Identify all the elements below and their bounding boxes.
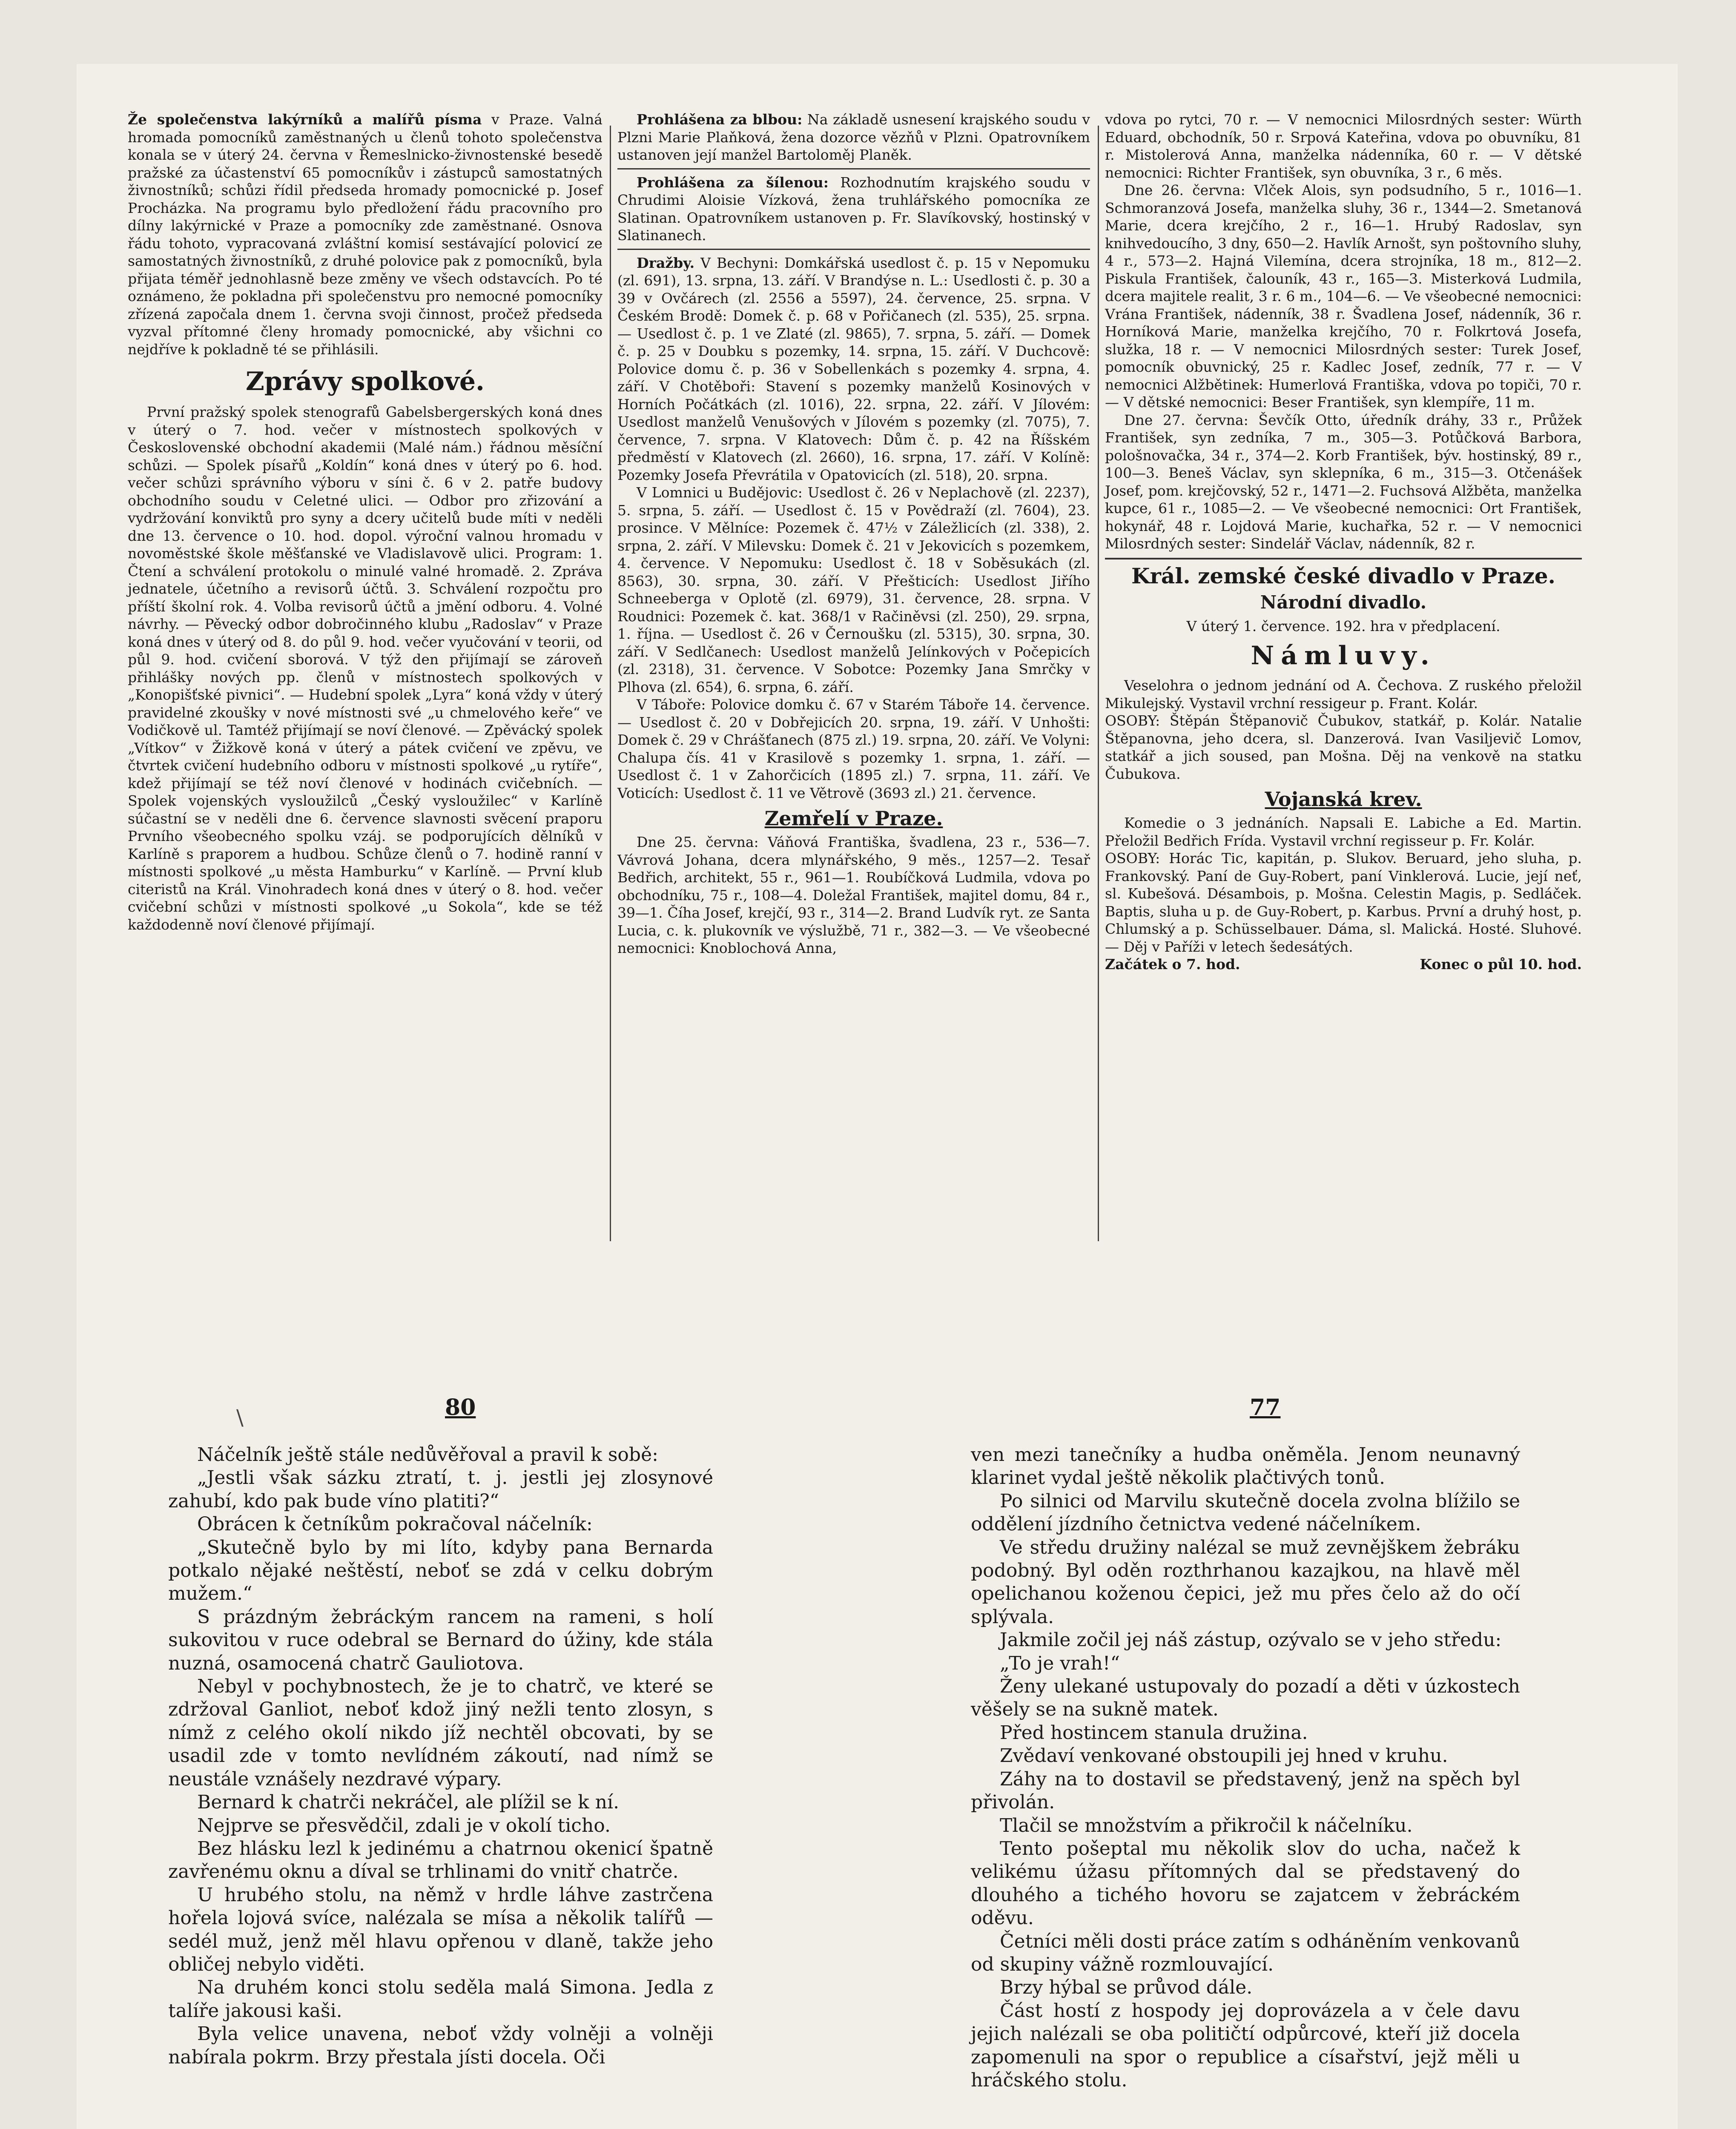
book-paragraph: Zvědaví venkované obstoupili jej hned v kruhu. [1000, 1745, 1448, 1767]
column-divider-1 [610, 126, 611, 1241]
book-paragraph: Po silnici od Marvilu skutečně docela zvolna blížilo se oddělení jízdního četnictva vedené náčelníkem. [971, 1490, 1520, 1535]
book-paragraph: S prázdným žebráckým rancem na rameni, s holí sukovitou v ruce odebral se Bernard do úžiny, kde stála nuzná, osamocená chatrč Gauliotova. [168, 1606, 713, 1674]
book-paragraph: Byla velice unavena, neboť vždy volněji a volněji nabírala pokrm. Brzy přestala jísti docela. Oči [168, 2023, 713, 2068]
notice-paragraph [617, 174, 1090, 244]
book-paragraph: Ženy ulekané ustupovaly do pozadí a děti v úzkostech věšely se na sukně matek. [971, 1676, 1520, 1721]
news-column-2 [617, 111, 1090, 957]
theatre-date: V úterý 1. července. 192. hra v předplacení. [1186, 617, 1501, 634]
book-paragraph: Náčelník ještě stále nedůvěřoval a pravil k sobě: [197, 1444, 658, 1466]
book-paragraph: „Jestli však sázku ztratí, t. j. jestli jej zlosynové zahubí, kdo pak bude víno platiti?“ [168, 1467, 713, 1512]
book-paragraph: Tlačil se množstvím a přikročil k náčelníku. [1000, 1814, 1413, 1836]
scan-mark: \ [236, 1405, 244, 1430]
auction-paragraph [617, 484, 1090, 696]
book-right-page-number: 77 [1250, 1394, 1281, 1420]
theatre-subheading: Národní divadlo. [1260, 591, 1427, 613]
club-news-text: První pražský spolek stenografů Gabelsbergerských koná dnes v úterý o 7. hod. večer v místnostech spolkových v Československé obchodní akademii (Malé nám.) řádnou měsíční schůzi. — Spolek písařů „Koldín“ koná dnes v úterý po 6. hod. večer schůzi správního výboru v síni č. 6 v 2. patře budovy obchodního soudu v Celetné ulici. — Odbor pro zřizování a vydržování konviktů pro syny a dcery učitelů bude míti v neděli dne 13. července o 10. hod. dopol. výroční valnou hromadu v novoměstské škole měšťanské ve Vladislavově ulici. Program: 1. Čtení a schválení protokolu o minulé valné hromadě. 2. Zpráva jednatele, účetního a revisorů účtů. 3. Schválení rozpočtu pro příští školní rok. 4. Volba revisorů účtů a jmění odboru. 4. Volné návrhy. — Pěvecký odbor dobročinného klubu „Radoslav“ v Praze koná dnes v úterý od 8. do půl 9. hod. večer vyučování v teorii, od půl 9. hod. cvičení sborová. V týž den přijímají se zároveň přihlášky nových pp. členů v místnostech spolkových v „Konopišťské pivnici“. — Hudební spolek „Lyra“ koná vždy v úterý pravidelné zkoušky v nové místnosti své „u chmelového keře“ ve Vodičkově ul. Tamtéž přijímají se noví členové. — Zpěvácký spolek „Vítkov“ v Žižkově koná v úterý a pátek cvičení ve zpěvu, ve čtvrtek cvičení hudebního odboru v místnosti spolkové „u rytíře“, kdež přijímají se též noví členové v hodinách cvičebních. — Spolek vojenských vysloužilců „Český vysloužilec“ v Karlíně súčastní se v neděli dne 6. července slavnosti svěcení praporu Prvního všeobecného spolku vzáj. se podporujících dělníků v Karlíně s praporem a hudbou. Schůze členů o 7. hodině ranní v místnosti spolkové „u města Hamburku“ v Karlíně. — První klub citeristů na Král. Vinohradech koná dnes v úterý o 8. hod. večer cvičební schůzi v místnosti spolkové „u Sokola“, kde se též každodenně noví členové přijímají. [128, 404, 603, 933]
play-1-description: Veselohra o jednom jednání od A. Čechova. Z ruského přeložil Mikulejský. Vystavil vrchní ressigeur p. Frant. Kolár. [1105, 677, 1582, 712]
lead-article [128, 111, 603, 358]
column-divider-2 [1098, 126, 1099, 1241]
deaths-june-26: Dne 26. června: Vlček Alois, syn podsudního, 5 r., 1016—1. Schmoranzová Josefa, manželka sluhy, 36 r., 1344—2. Smetanová Marie, dcera krejčího, 2 r., 16—1. Hrubý Radoslav, syn knihvedoucího, 3 dny, 650—2. Havlík Arnošt, syn poštovního sluhy, 4 r., 573—2. Hajná Vilemína, dcera strojníka, 18 m., 812—2. Piskula František, čalouník, 43 r., 165—3. Misterková Ludmila, dcera majitele realit, 3 r. 6 m., 104—6. — Ve všeobecné nemocnici: Vrána František, nádenník, 38 r. Švadlena Josef, nádenník, 36 r. Horníková Marie, manželka krejčího, 70 r. Folkrtová Josefa, služka, 18 r. — V nemocnici Milosrdných sester: Turek Josef, pomocník obuvnický, 25 r. Kadlec Josef, zedník, 77 r. — V nemocnici Alžbětinek: Humerlová Františka, vdova po topiči, 70 r. — V dětské nemocnici: Beser František, syn klempíře, 11 m. [1105, 182, 1582, 410]
book-paragraph: Tento pošeptal mu několik slov do ucha, načež k velikému úžasu přítomných dal se představený do dlouhého a tichého hovoru se zajatcem v žebráckém oděvu. [971, 1837, 1520, 1929]
book-paragraph: Brzy hýbal se průvod dále. [1000, 1977, 1253, 1999]
book-paragraph: Bez hlásku lezl k jedinému a chatrnou okenicí špatně zavřenému oknu a díval se trhlinami do vnitř chatrče. [168, 1837, 713, 1883]
notice-text: Na základě usnesení krajského soudu v Plzni Marie Plaňková, žena dozorce vězňů v Plzni. Opatrovníkem ustanoven její manžel Bartoloměj Planěk. [617, 111, 1090, 163]
auction-text: V Bechyni: Domkářská usedlost č. p. 15 v Nepomuku (zl. 691), 13. srpna, 13. září. V Brandýse n. L.: Usedlosti č. p. 30 a 39 v Ovčárech (zl. 2556 a 5597), 24. července, 25. srpna. V Českém Brodě: Domek č. p. 68 v Pořičanech (zl. 535), 25. srpna. — Usedlost č. p. 1 ve Zlaté (zl. 9865), 7. srpna, 5. září. — Domek č. p. 25 v Doubku s pozemky, 14. srpna, 15. září. V Duchcově: Polovice domu č. p. 36 v Sobellenkách s pozemky 4. srpna, 4. září. V Chotěboři: Stavení s pozemky manželů Kosinových v Horních Počátkách (zl. 1016), 22. srpna, 22. září. V Jílovém: Usedlost manželů Venušových v Jílovém s pozemky (zl. 7075), 7. července, 7. srpna. V Klatovech: Dům č. p. 42 na Říšském předměstí v Klatovech (zl. 2660), 16. srpna, 17. září. V Kolíně: Pozemky Josefa Převrátila v Opatovicích (zl. 518), 20. srpna. [617, 254, 1090, 483]
book-paragraph: Před hostincem stanula družina. [1000, 1722, 1308, 1744]
book-paragraph: Četníci měli dosti práce zatím s odháněním venkovanů od skupiny vážně rozmlouvající. [971, 1930, 1520, 1975]
theatre-top-rule [1105, 558, 1582, 560]
auction-heading: Dražby. [637, 254, 695, 271]
deaths-text: Dne 25. června: Váňová Františka, švadlena, 23 r., 536—7. Vávrová Johana, dcera mlynářského, 9 měs., 1257—2. Tesař Bedřich, architekt, 55 r., 961—1. Roubíčková Ludmila, vdova po obchodníku, 75 r., 108—4. Doležal František, majitel domu, 84 r., 39—1. Číha Josef, krejčí, 93 r., 314—2. Brand Ludvík ryt. ze Santa Lucia, c. k. plukovník ve výslužbě, 71 r., 382—3. — Ve všeobecné nemocnici: Knoblochová Anna, [617, 834, 1090, 956]
news-column-1 [128, 111, 603, 933]
book-paragraph: Nejprve se přesvědčil, zdali je v okolí ticho. [197, 1814, 611, 1836]
notice-text: Rozhodnutím krajského soudu v Chrudimi Aloisie Vízková, žena truhlářského pomocníka ze Slatinan. Opatrovníkem ustanoven p. Fr. Slavíkovský, hostinský v Slatinanech. [617, 174, 1090, 244]
book-paragraph: Obrácen k četníkům pokračoval náčelník: [197, 1513, 593, 1535]
book-paragraph: ven mezi tanečníky a hudba oněměla. Jenom neunavný klarinet vydal ještě několik plačtivých tonů. [971, 1444, 1520, 1489]
theatre-heading: Král. zemské české divadlo v Praze. [1131, 563, 1555, 588]
auction-paragraph [617, 254, 1090, 484]
play-2-cast: OSOBY: Horác Tic, kapitán, p. Slukov. Beruard, jeho sluha, p. Frankovský. Paní de Guy-Robert, paní Vinklerová. Lucie, její neť, sl. Kubešová. Désambois, p. Mošna. Celestin Magis, p. Sedláček. Baptis, sluha u p. de Guy-Robert, p. Karbus. První a druhý host, p. Chlumský a p. Schüsselbauer. Dáma, sl. Malická. Hosté. Sluhové. — Děj v Paříži v letech šedesátých. [1105, 850, 1582, 955]
book-paragraph: „To je vrah!“ [1000, 1652, 1120, 1674]
book-paragraph: Na druhém konci stolu seděla malá Simona. Jedla z talíře jakousi kaši. [168, 1977, 713, 2022]
auction-text: V Táboře: Polovice domku č. 67 v Starém Táboře 14. července. — Usedlost č. 20 v Dobřejicích 20. srpna, 19. září. V Unhošti: Domek č. 29 v Chrášťanech (875 zl.) 19. srpna, 20. září. Ve Volyni: Chalupa čís. 41 v Krasilově s pozemky 1. srpna, 1. září. — Usedlost č. 1 v Zahorčicích (1895 zl.) 7. srpna, 11. září. Ve Voticích: Usedlost č. 11 ve Větrově (3693 zl.) 21. července. [617, 696, 1090, 801]
book-left-page [168, 1443, 713, 2069]
book-paragraph: Ve středu družiny nalézal se muž zevnějškem žebráku podobný. Byl oděn rozthrhanou kazajkou, na hlavě měl opelichanou koženou čepici, jež mu přes čelo až do očí splývala. [971, 1536, 1520, 1628]
book-paragraph: Část hostí z hospody jej doprovázela a v čele davu jejich nalézali se oba političtí odpůrcové, kteří již docela zapomenuli na spor o republice a císařství, jejž měli u hráčského stolu. [971, 2000, 1520, 2091]
play-title-vojanska-krev: Vojanská krev. [1265, 788, 1422, 811]
play-title-namluvy: Námluvy. [1251, 641, 1436, 671]
section-title-zpravy-spolkove: Zprávy spolkové. [246, 367, 485, 396]
notice-heading: Prohlášena za šílenou: [637, 174, 829, 191]
notice-paragraph [617, 111, 1090, 164]
book-paragraph: Nebyl v pochybnostech, že je to chatrč, ve které se zdržoval Ganliot, neboť kdož jiný nežli tento zlosyn, s nímž z celého okolí nikdo jíž nechtěl obcovati, by se usadil zde v tomto nevlídném zákoutí, nad nímž se neustále vznášely nezdravé výpary. [168, 1676, 713, 1790]
play-2-start: Začátek o 7. hod. [1105, 956, 1240, 973]
book-paragraph: Bernard k chatrči nekráčel, ale plížil se k ní. [197, 1791, 620, 1813]
auction-text: V Lomnici u Budějovic: Usedlost č. 26 v Neplachově (zl. 2237), 5. srpna, 5. září. — Usedlost č. 15 v Povědraží (zl. 7604), 23. prosince. V Mělníce: Pozemek č. 47½ v Záležlicích (zl. 338), 2. srpna, 2. září. V Milevsku: Domek č. 21 v Jekovicích s pozemkem, 4. července. V Nepomuku: Usedlost č. 18 v Soběsukách (zl. 8563), 30. srpna, 30. září. V Přešticích: Usedlost Jiřího Schneeberga v Oplotě (zl. 6979), 31. července, 28. srpna. V Roudnici: Pozemek č. kat. 368/1 v Račiněvsi (zl. 250), 29. srpna, 1. října. — Usedlost č. 26 v Černoušku (zl. 5315), 30. srpna, 30. září. V Sedlčanech: Usedlost manželů Jelínkových v Počepicích (zl. 2318), 31. července. V Sobotce: Pozemky Jana Smrčky v Plhova (zl. 654), 6. srpna, 6. září. [617, 484, 1090, 695]
auction-paragraph [617, 696, 1090, 802]
play-2-times [1105, 955, 1582, 973]
book-right-page [971, 1443, 1520, 2092]
book-paragraph: U hrubého stolu, na němž v hrdle láhve zastrčena hořela lojová svíce, nalézala se mísa a několik talířů — sedél muž, jenž měl hlavu opřenou v dlaně, takže jeho obličej nebylo viděti. [168, 1884, 713, 1975]
notice-separator [617, 168, 1090, 169]
lead-article-body: v Praze. Valná hromada pomocníků zaměstnaných u členů tohoto společenstva konala se v úterý 24. června v Řemeslnicko-živnostenské besedě pražské za účastenství 65 pomocníkův i zástupců samostatných živnostníků; schůzi řídil předseda hromady pomocnické p. Josef Procházka. Na programu bylo předložení řádu pracovního pro dílny lakýrnické v Praze a pomocníky zde zaměstnané. Osnova řádu tohoto, vypracovaná zvláštní komisí sestávající polovicí ze samostatných živnostníků, z druhé polovice pak z pomocníků, byla přijata téměř jednohlasně beze změny ve všech odstavcích. Po té oznámeno, že pokladna při společenstvu pro nemocné pomocníky zřízená započala dnem 1. června svoji činnost, pročež předseda vyzval přítomné členy hromady pomocnické, aby všichni co nejdříve k pokladně té se přihlásili. [128, 111, 603, 358]
deaths-june-27: Dne 27. června: Ševčík Otto, úředník dráhy, 33 r., Průžek František, syn zedníka, 7 m., 305—3. Potůčková Barbora, pološnovačka, 34 r., 374—2. Korb František, býv. hostinský, 89 r., 100—3. Beneš Václav, syn sklepníka, 6 m., 315—3. Otčenášek Josef, pom. krejčovský, 52 r., 1471—2. Fuchsová Alžběta, manželka kupce, 61 r., 1085—2. — Ve všeobecné nemocnici: Ort František, hokynář, 48 r. Lojdová Marie, kuchařka, 52 r. — V nemocnici Milosrdných sester: Sindelář Václav, nádenník, 82 r. [1105, 411, 1582, 552]
news-column-3 [1105, 111, 1582, 973]
book-left-page-number: 80 [445, 1394, 476, 1420]
book-paragraph: Jakmile zočil jej náš zástup, ozývalo se v jeho středu: [1000, 1629, 1502, 1651]
deaths-continuation: vdova po rytci, 70 r. — V nemocnici Milosrdných sester: Würth Eduard, obchodník, 50 r. Srpová Kateřina, vdova po obuvníku, 81 r. Mistolerová Anna, manželka nádenníka, 60 r. — V dětské nemocnici: Richter František, syn obuvníka, 3 r., 6 měs. [1105, 111, 1582, 181]
play-2-end: Konec o půl 10. hod. [1420, 956, 1582, 973]
notice-heading: Prohlášena za blbou: [637, 111, 803, 128]
play-1-cast: OSOBY: Štěpán Štěpanovič Čubukov, statkář, p. Kolár. Natalie Štěpanovna, jeho dcera, sl. Danzerová. Ivan Vasiljevič Lomov, statkář a jich soused, pan Mošna. Děj na venkově na statku Čubukova. [1105, 712, 1582, 782]
play-2-description: Komedie o 3 jednáních. Napsali E. Labiche a Ed. Martin. Přeložil Bedřich Frída. Vystavil vrchní regisseur p. Fr. Kolár. [1105, 815, 1582, 849]
notice-separator [617, 249, 1090, 250]
book-paragraph: Záhy na to dostavil se představený, jenž na spěch byl přivolán. [971, 1768, 1520, 1813]
book-paragraph: „Skutečně bylo by mi líto, kdyby pana Bernarda potkalo nějaké neštěstí, neboť se zdá v celku dobrým mužem.“ [168, 1536, 713, 1605]
deaths-title: Zemřelí v Praze. [764, 807, 943, 830]
lead-article-headline: Že společenstva lakýrníků a malířů písma [128, 111, 482, 128]
